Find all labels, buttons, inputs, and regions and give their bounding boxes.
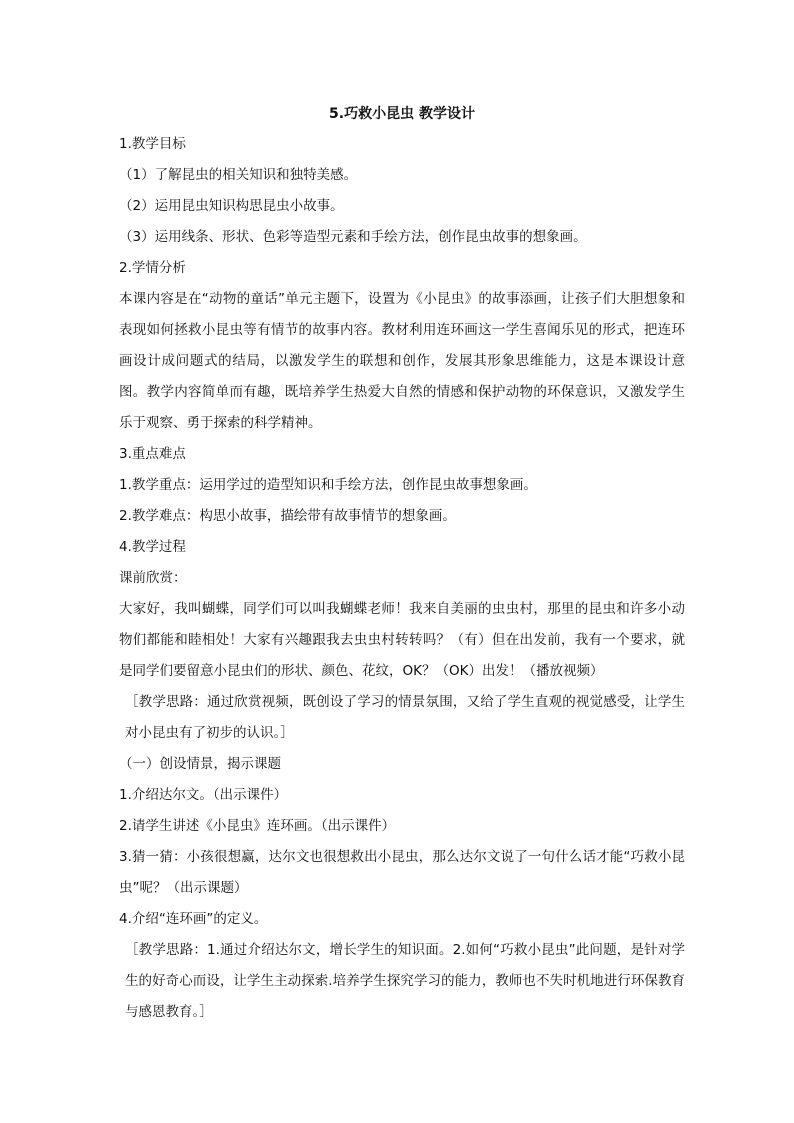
document-body (119, 100, 685, 1028)
heading-teaching-process: 4.教学过程 (119, 539, 186, 555)
step-2: 2.请学生讲述《小昆虫》连环画。（出示课件） (119, 818, 396, 834)
step-1: 1.介绍达尔文。（出示课件） (119, 787, 288, 803)
teaching-idea-1: ［教学思路：通过欣赏视频，既创设了学习的情景氛围，又给了学生直观的视觉感受，让学生对小昆虫有了初步的认识。］ (125, 694, 685, 741)
pre-class-script: 大家好，我叫蝴蝶，同学们可以叫我蝴蝶老师！我来自美丽的虫虫村，那里的昆虫和许多小动物们都能和睦相处！大家有兴趣跟我去虫虫村转转吗？（有）但在出发前，我有一个要求，就是同学们要留意小昆虫们的形状、颜色、花纹，OK？（OK）出发！（播放视频） (119, 601, 685, 679)
key-point-focus: 1.教学重点：运用学过的造型知识和手绘方法，创作昆虫故事想象画。 (119, 477, 537, 493)
student-analysis-text: 本课内容是在“动物的童话”单元主题下，设置为《小昆虫》的故事添画，让孩子们大胆想象和表现如何拯救小昆虫等有情节的故事内容。教材利用连环画这一学生喜闻乐见的形式，把连环画设计成问题式的结局，以激发学生的联想和创作，发展其形象思维能力，这是本课设计意图。教学内容简单而有趣，既培养学生热爱大自然的情感和保护动物的环保意识，又激发学生乐于观察、勇于探索的科学精神。 (119, 291, 685, 431)
goal-item-2: （2）运用昆虫知识构思昆虫小故事。 (119, 198, 344, 214)
section-heading-1: （一）创设情景，揭示课题 (119, 756, 281, 772)
step-4: 4.介绍“连环画”的定义。 (119, 911, 268, 927)
key-point-difficulty: 2.教学难点：构思小故事，描绘带有故事情节的想象画。 (119, 508, 456, 524)
document-title: 5.巧救小昆虫 教学设计 (329, 106, 475, 122)
step-3: 3.猜一猜：小孩很想赢，达尔文也很想救出小昆虫，那么达尔文说了一句什么话才能“巧救小昆虫”呢？（出示课题） (119, 849, 685, 896)
heading-student-analysis: 2.学情分析 (119, 260, 186, 276)
pre-class-label: 课前欣赏： (119, 570, 187, 586)
heading-key-points: 3.重点难点 (119, 446, 186, 462)
teaching-idea-2: ［教学思路：1.通过介绍达尔文，增长学生的知识面。2.如何“巧救小昆虫”此问题，是针对学生的好奇心而设，让学生主动探索.培养学生探究学习的能力，教师也不失时机地进行环保教育与感恩教育。］ (125, 942, 685, 1020)
heading-teaching-goals: 1.教学目标 (119, 136, 186, 152)
goal-item-1: （1）了解昆虫的相关知识和独特美感。 (119, 167, 358, 183)
goal-item-3: （3）运用线条、形状、色彩等造型元素和手绘方法，创作昆虫故事的想象画。 (119, 229, 587, 245)
